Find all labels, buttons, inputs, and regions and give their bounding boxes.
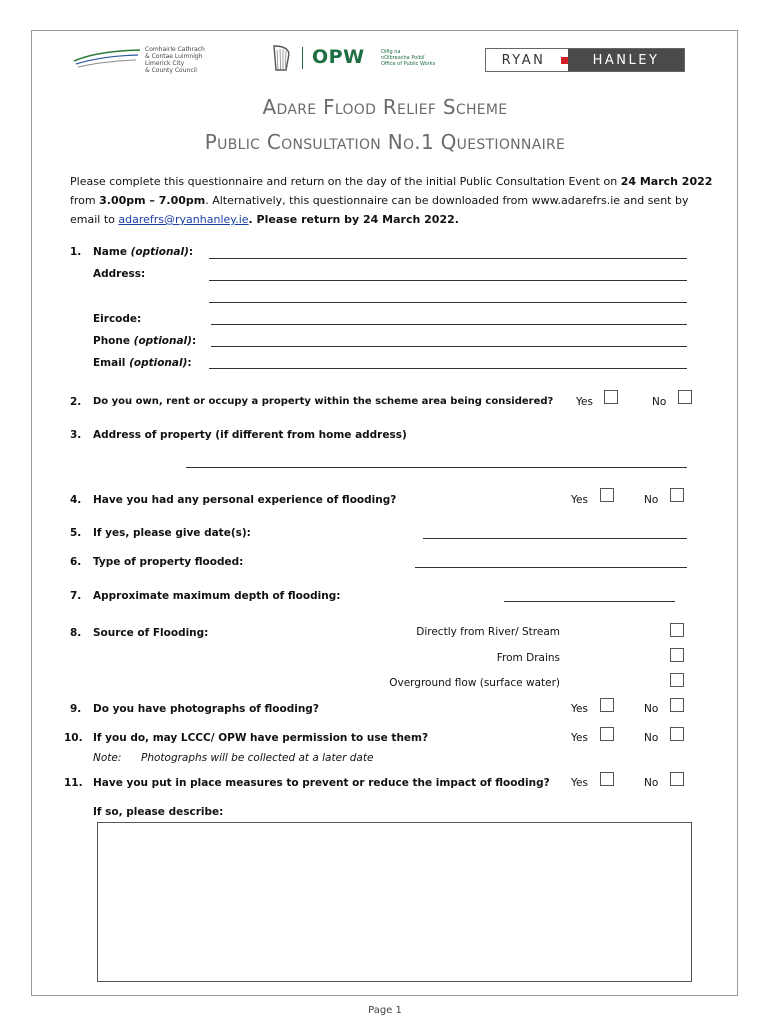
title-line-1: Adare Flood Relief Scheme — [262, 95, 508, 119]
source-option-drains: From Drains — [496, 652, 560, 664]
hanley-text: HANLEY — [568, 49, 684, 71]
name-colon: : — [188, 246, 194, 258]
q2-no-checkbox[interactable] — [678, 390, 692, 404]
ryan-text: RYAN — [501, 52, 546, 68]
email-link[interactable]: adarefrs@ryanhanley.ie — [118, 213, 249, 226]
intro-text-4: . Please return by 24 March 2022. — [248, 213, 459, 226]
intro-text-1: Please complete this questionnaire and return on the day of the initial Public Consultation Event on — [70, 175, 621, 188]
address-label: Address: — [93, 268, 146, 280]
q2-text: Do you own, rent or occupy a property within the scheme area being considered? — [93, 396, 554, 407]
q5-text: If yes, please give date(s): — [93, 527, 251, 539]
name-label-text: Name — [93, 246, 131, 258]
q10-yes-checkbox[interactable] — [600, 727, 614, 741]
name-optional: (optional) — [130, 246, 189, 258]
ryan-hanley-logo — [485, 48, 685, 72]
q7-number: 7. — [70, 590, 82, 602]
eircode-label: Eircode: — [93, 313, 142, 325]
property-address-field[interactable] — [186, 467, 687, 468]
address-field-2[interactable] — [209, 302, 687, 303]
phone-label — [93, 335, 196, 347]
q10-number: 10. — [64, 732, 83, 744]
page-number: Page 1 — [368, 1005, 402, 1016]
q9-number: 9. — [70, 703, 82, 715]
council-text — [145, 46, 205, 74]
address-field-1[interactable] — [209, 280, 687, 281]
q2-yes-checkbox[interactable] — [604, 390, 618, 404]
email-colon: : — [187, 357, 192, 369]
source-overground-checkbox[interactable] — [670, 673, 684, 687]
q10-text: If you do, may LCCC/ OPW have permission to use them? — [93, 732, 429, 744]
q4-no-checkbox[interactable] — [670, 488, 684, 502]
q11-text: Have you put in place measures to prevent or reduce the impact of flooding? — [93, 777, 550, 789]
title-line-2: Public Consultation No.1 Questionnaire — [204, 130, 566, 154]
q2-no-label: No — [652, 396, 667, 408]
measures-description-box[interactable] — [97, 822, 692, 982]
phone-field[interactable] — [211, 346, 687, 347]
phone-label-text: Phone — [93, 335, 134, 347]
email-label — [93, 357, 192, 369]
logo-dot-icon — [561, 57, 568, 64]
eircode-field[interactable] — [211, 324, 687, 325]
q2-number: 2. — [70, 396, 82, 408]
q11-yes-checkbox[interactable] — [600, 772, 614, 786]
q7-text: Approximate maximum depth of flooding: — [93, 590, 341, 602]
q10-no-label: No — [644, 732, 659, 744]
property-type-field[interactable] — [415, 567, 687, 568]
harp-icon — [270, 44, 292, 76]
flood-dates-field[interactable] — [423, 538, 687, 539]
council-logo — [72, 47, 142, 73]
intro-paragraph — [70, 172, 720, 229]
source-river-checkbox[interactable] — [670, 623, 684, 637]
email-label-text: Email — [93, 357, 130, 369]
q11-describe-label: If so, please describe: — [93, 806, 224, 818]
council-line-2: & Contae Luimnigh — [145, 53, 203, 60]
council-swoosh-icon — [72, 47, 142, 69]
q4-yes-label: Yes — [571, 494, 588, 506]
intro-text-2: from — [70, 194, 100, 207]
q6-text: Type of property flooded: — [93, 556, 244, 568]
q10-note-label: Note: — [93, 752, 122, 764]
phone-optional: (optional) — [133, 335, 192, 347]
q10-yes-label: Yes — [571, 732, 588, 744]
q9-no-label: No — [644, 703, 659, 715]
q9-text: Do you have photographs of flooding? — [93, 703, 319, 715]
q9-yes-label: Yes — [571, 703, 588, 715]
intro-time: 3.00pm – 7.00pm — [99, 194, 206, 207]
source-option-overground: Overground flow (surface water) — [389, 677, 560, 689]
q9-no-checkbox[interactable] — [670, 698, 684, 712]
q3-number: 3. — [70, 429, 82, 441]
q4-yes-checkbox[interactable] — [600, 488, 614, 502]
q10-note-text: Photographs will be collected at a later date — [141, 752, 374, 764]
q8-text: Source of Flooding: — [93, 627, 209, 639]
opw-sub-line-1: Oifig na — [381, 49, 401, 55]
council-line-3: Limerick City — [145, 60, 185, 67]
q11-no-checkbox[interactable] — [670, 772, 684, 786]
opw-sub-line-3: Office of Public Works — [381, 61, 436, 67]
flood-depth-field[interactable] — [504, 601, 675, 602]
council-line-1: Comhairle Cathrach — [145, 46, 205, 53]
q9-yes-checkbox[interactable] — [600, 698, 614, 712]
opw-sub-line-2: nOibreacha Poiblí — [381, 55, 425, 61]
q6-number: 6. — [70, 556, 82, 568]
opw-divider — [302, 47, 303, 69]
q3-text: Address of property (if different from home address) — [93, 429, 407, 441]
name-field[interactable] — [209, 258, 687, 259]
opw-subtext — [381, 49, 435, 67]
source-drains-checkbox[interactable] — [670, 648, 684, 662]
source-option-river: Directly from River/ Stream — [416, 626, 560, 638]
intro-text-3: . Alternatively, this questionnaire can be downloaded from www.adarefrs.ie and sent by email to — [70, 194, 689, 226]
q4-text: Have you had any personal experience of flooding? — [93, 494, 397, 506]
q4-no-label: No — [644, 494, 659, 506]
opw-logo: OPW — [312, 46, 365, 68]
q5-number: 5. — [70, 527, 82, 539]
q1-number: 1. — [70, 246, 82, 258]
q11-yes-label: Yes — [571, 777, 588, 789]
council-line-4: & County Council — [145, 67, 197, 74]
q11-no-label: No — [644, 777, 659, 789]
email-field[interactable] — [209, 368, 687, 369]
q4-number: 4. — [70, 494, 82, 506]
email-optional: (optional) — [129, 357, 188, 369]
q11-number: 11. — [64, 777, 83, 789]
phone-colon: : — [191, 335, 197, 347]
q10-no-checkbox[interactable] — [670, 727, 684, 741]
intro-date: 24 March 2022 — [620, 175, 713, 188]
q2-yes-label: Yes — [576, 396, 593, 408]
q8-number: 8. — [70, 627, 82, 639]
name-label — [93, 246, 193, 258]
